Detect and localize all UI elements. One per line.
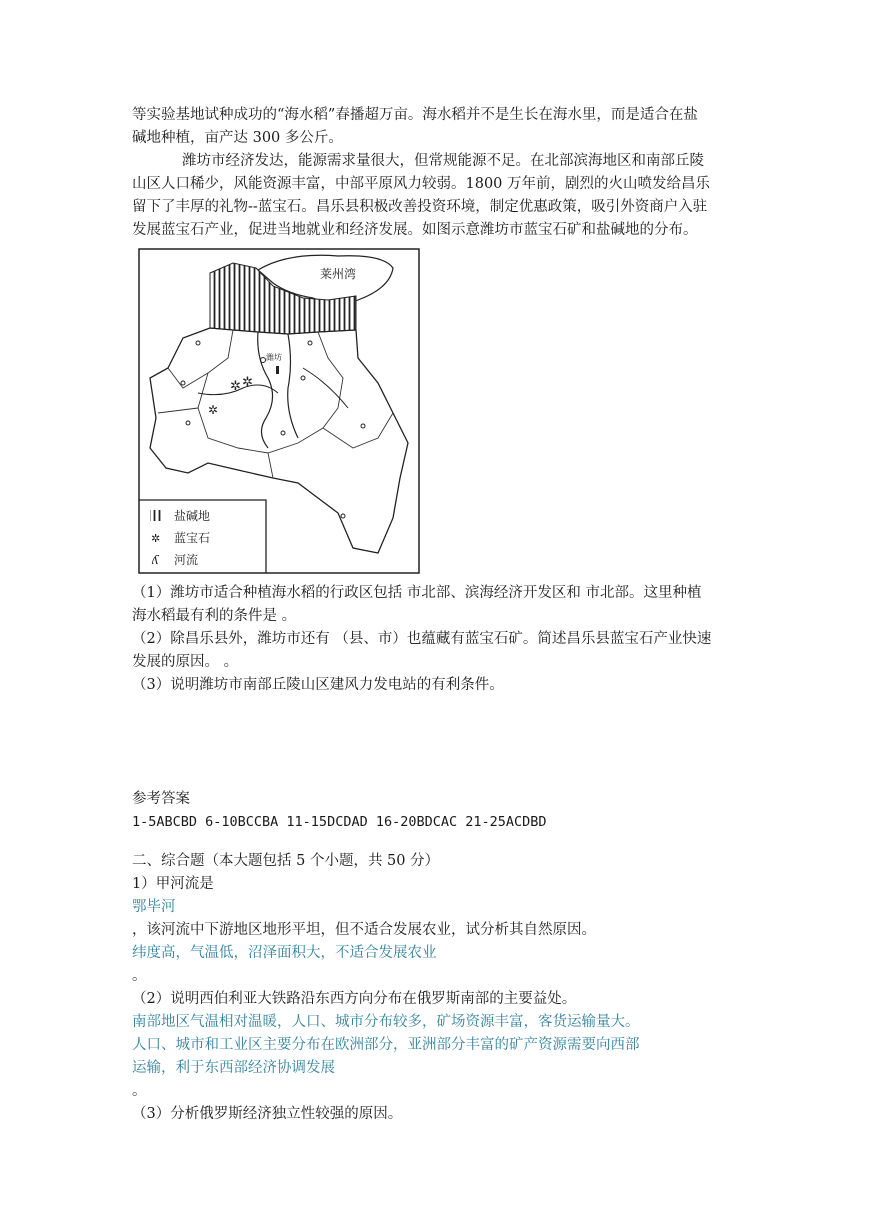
bay-label: 莱州湾	[320, 267, 357, 281]
answer-prompt: 1）甲河流是	[132, 876, 214, 892]
legend-label: 盐碱地	[174, 509, 211, 523]
sapphire-legend-icon: ✲	[151, 532, 161, 545]
answer-prompt: ，该河流中下游地区地形平坦，但不适合发展农业，试分析其自然原因。	[132, 922, 596, 938]
passage-line: 碱地种植，亩产达 300 多公斤。	[132, 130, 343, 146]
sapphire-icon: ✲	[208, 403, 219, 417]
river-legend-icon: ʎ	[152, 553, 159, 567]
section-heading: 二、综合题（本大题包括 5 个小题，共 50 分）	[132, 853, 440, 869]
answer-punct: 。	[132, 968, 147, 984]
choice-answers: 1-5ABCBD 6-10BCCBA 11-15DCDAD 16-20BDCAC 21-25ACDBD	[132, 814, 547, 830]
passage-line: 发展蓝宝石产业，促进当地就业和经济发展。如图示意潍坊市蓝宝石矿和盐碱地的分布。	[132, 222, 698, 238]
legend-label: 蓝宝石	[174, 531, 211, 545]
question-line: （2）除昌乐县外，潍坊市还有 （县、市）也蕴藏有蓝宝石矿。简述昌乐县蓝宝石产业快速	[132, 631, 712, 647]
weifang-map	[138, 248, 420, 574]
answer-text: 纬度高，气温低，沼泽面积大，不适合发展农业	[132, 945, 437, 961]
answer-text: 人口、城市和工业区主要分布在欧洲部分，亚洲部分丰富的矿产资源需要向西部	[132, 1037, 640, 1053]
answer-text: 鄂毕河	[132, 899, 176, 915]
question-line: 海水稻最有利的条件是 。	[132, 608, 297, 624]
sapphire-marker	[276, 366, 279, 374]
sapphire-icon: ✲	[230, 379, 241, 394]
passage-line: 等实验基地试种成功的“海水稻”春播超万亩。海水稻并不是生长在海水里，而是适合在盐	[132, 107, 698, 123]
answer-text: 运输，利于东西部经济协调发展	[132, 1060, 335, 1076]
city-label: 潍坊	[266, 353, 282, 362]
answer-prompt: （3）分析俄罗斯经济独立性较强的原因。	[132, 1106, 403, 1122]
sapphire-icon: ✲	[242, 375, 253, 390]
passage-line: 潍坊市经济发达，能源需求量很大，但常规能源不足。在北部滨海地区和南部丘陵	[182, 153, 704, 169]
passage-line: 留下了丰厚的礼物--蓝宝石。昌乐县积极改善投资环境，制定优惠政策，吸引外资商户入驻	[132, 199, 708, 215]
question-line: 发展的原因。 。	[132, 654, 239, 670]
question-line: （3）说明潍坊市南部丘陵山区建风力发电站的有利条件。	[132, 677, 504, 693]
answer-punct: 。	[132, 1083, 147, 1099]
passage-line: 山区人口稀少，风能资源丰富，中部平原风力较弱。1800 万年前，剧烈的火山喷发给昌乐	[132, 176, 711, 192]
answer-text: 南部地区气温相对温暖，人口、城市分布较多，矿场资源丰富，客货运输量大。	[132, 1014, 640, 1030]
answers-heading: 参考答案	[132, 791, 190, 807]
answer-prompt: （2）说明西伯利亚大铁路沿东西方向分布在俄罗斯南部的主要益处。	[132, 991, 577, 1007]
question-line: （1）潍坊市适合种植海水稻的行政区包括 市北部、滨海经济开发区和 市北部。这里种植	[132, 585, 702, 601]
legend-label: 河流	[174, 553, 199, 567]
legend-hatch-swatch	[150, 510, 162, 521]
